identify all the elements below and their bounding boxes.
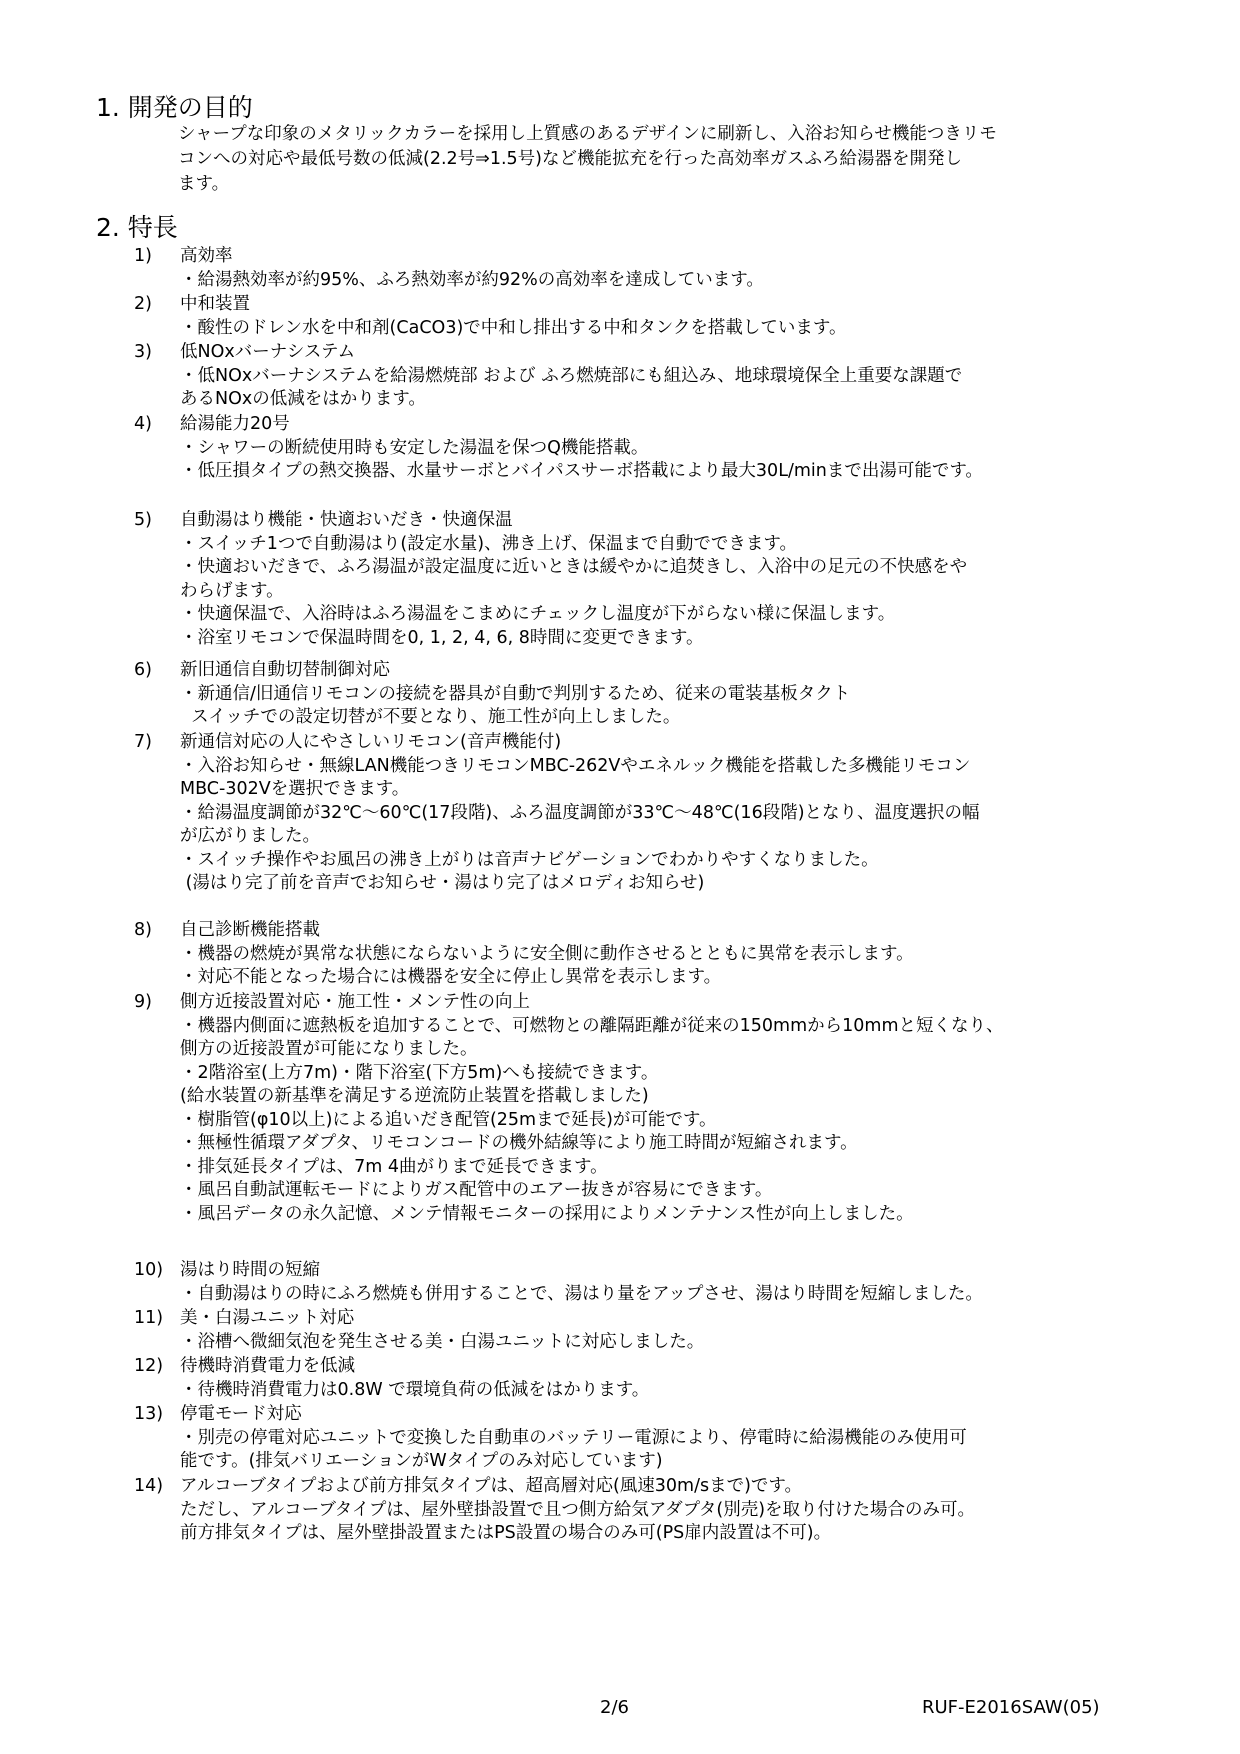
- feature-item-body: [134, 1427, 1174, 1474]
- feature-item-title: 給湯能力20号: [180, 414, 290, 434]
- feature-item: [134, 919, 1174, 990]
- feature-item-number: 5): [134, 510, 152, 530]
- feature-item-line: ・樹脂管(φ10以上)による追いだき配管(25mまで延長)が可能です。: [180, 1109, 717, 1130]
- feature-item-line: ・機器内側面に遮熱板を追加することで、可燃物との離隔距離が従来の150mmから10mmと短くなり、: [180, 1015, 1004, 1036]
- feature-item-line: ・低NOxバーナシステムを給湯燃焼部 および ふろ燃焼部にも組込み、地球環境保全上重要な課題で: [180, 365, 963, 386]
- feature-item-line: ・無極性循環アダプタ、リモコンコードの機外結線等により施工時間が短縮されます。: [180, 1133, 858, 1153]
- feature-item: [134, 245, 1174, 292]
- feature-item-title: 新旧通信自動切替制御対応: [180, 660, 390, 680]
- feature-item-line: ・対応不能となった場合には機器を安全に停止し異常を表示します。: [180, 967, 722, 987]
- purpose-paragraph: [178, 122, 1164, 197]
- feature-item-line: ・新通信/旧通信リモコンの接続を器具が自動で判別するため、従来の電装基板タクト: [180, 683, 851, 704]
- feature-item-title: 停電モード対応: [180, 1404, 302, 1424]
- feature-item-body: [134, 533, 1174, 651]
- feature-item-number: 13): [134, 1404, 164, 1424]
- feature-item-line: ・浴槽へ微細気泡を発生させる美・白湯ユニットに対応しました。: [180, 1331, 705, 1352]
- feature-item-number: 7): [134, 732, 152, 752]
- feature-item-line: ・入浴お知らせ・無線LAN機能つきリモコンMBC-262Vやエネルック機能を搭載した多機能リモコン: [180, 755, 971, 776]
- feature-item-line: 能です。(排気バリエーションがWタイプのみ対応しています): [180, 1451, 663, 1471]
- feature-item-body: [134, 1283, 1174, 1307]
- feature-item: [134, 413, 1174, 484]
- feature-item-line: ただし、アルコーブタイプは、屋外壁掛設置で且つ側方給気アダプタ(別売)を取り付けた場合のみ可。: [180, 1499, 976, 1520]
- feature-item-number: 11): [134, 1308, 164, 1328]
- feature-item-body: [134, 317, 1174, 341]
- feature-item-line: あるNOxの低減をはかります。: [180, 389, 426, 409]
- feature-item-line: が広がりました。: [180, 826, 320, 846]
- feature-item-header: [134, 1475, 1174, 1499]
- feature-item: [134, 1259, 1174, 1306]
- section-heading-purpose: 1. 開発の目的: [96, 93, 253, 122]
- feature-item-line: ・酸性のドレン水を中和剤(CaCO3)で中和し排出する中和タンクを搭載しています。: [180, 317, 847, 338]
- feature-item-body: [134, 1379, 1174, 1403]
- feature-item: [134, 293, 1174, 340]
- feature-item-number: 12): [134, 1356, 164, 1376]
- feature-item-line: (湯はり完了前を音声でお知らせ・湯はり完了はメロディお知らせ): [180, 873, 705, 893]
- feature-item-line: ・スイッチ1つで自動湯はり(設定水量)、沸き上げ、保温まで自動でできます。: [180, 533, 797, 554]
- feature-item-header: [134, 509, 1174, 533]
- feature-item-line: ・快適おいだきで、ふろ湯温が設定温度に近いときは緩やかに追焚きし、入浴中の足元の不快感をや: [180, 557, 968, 577]
- feature-item-title: 高効率: [180, 246, 233, 266]
- feature-item-body: [134, 437, 1174, 484]
- feature-item-line: ・給湯熱効率が約95%、ふろ熱効率が約92%の高効率を達成しています。: [180, 269, 764, 290]
- feature-item: [134, 991, 1174, 1226]
- feature-item-line: 前方排気タイプは、屋外壁掛設置またはPS設置の場合のみ可(PS扉内設置は不可)。: [180, 1523, 832, 1543]
- feature-item-header: [134, 731, 1174, 755]
- document-code: RUF-E2016SAW(05): [922, 1697, 1100, 1718]
- feature-item: [134, 1403, 1174, 1474]
- feature-item-header: [134, 1355, 1174, 1379]
- feature-item-line: わらげます。: [180, 580, 284, 601]
- feature-item: [134, 1307, 1174, 1354]
- feature-item-line: ・スイッチ操作やお風呂の沸き上がりは音声ナビゲーションでわかりやすくなりました。: [180, 849, 879, 870]
- feature-item-body: [134, 1499, 1174, 1546]
- feature-item-body: [134, 365, 1174, 412]
- feature-item-number: 6): [134, 660, 152, 680]
- feature-item: [134, 1475, 1174, 1546]
- feature-item: [134, 341, 1174, 412]
- feature-item-body: [134, 1015, 1174, 1227]
- purpose-line: ます。: [178, 174, 230, 194]
- feature-item-header: [134, 293, 1174, 317]
- feature-item-body: [134, 683, 1174, 730]
- feature-item-title: 自動湯はり機能・快適おいだき・快適保温: [180, 510, 513, 530]
- section-heading-features: 2. 特長: [96, 213, 178, 242]
- feature-item-header: [134, 341, 1174, 365]
- feature-item: [134, 659, 1174, 730]
- feature-item-header: [134, 1403, 1174, 1427]
- feature-item-line: ・別売の停電対応ユニットで変換した自動車のバッテリー電源により、停電時に給湯機能のみ使用可: [180, 1427, 967, 1448]
- feature-item: [134, 1355, 1174, 1402]
- feature-item-line: ・2階浴室(上方7m)・階下浴室(下方5m)へも接続できます。: [180, 1062, 659, 1083]
- feature-item-title: 待機時消費電力を低減: [180, 1356, 355, 1376]
- feature-item-line: ・低圧損タイプの熱交換器、水量サーボとバイパスサーボ搭載により最大30L/minまで出湯可能です。: [180, 461, 983, 481]
- feature-item-title: 自己診断機能搭載: [180, 920, 320, 940]
- feature-item-header: [134, 1259, 1174, 1283]
- feature-item-number: 10): [134, 1260, 164, 1280]
- feature-item-header: [134, 1307, 1174, 1331]
- feature-item-number: 1): [134, 246, 152, 266]
- feature-item-title: 新通信対応の人にやさしいリモコン(音声機能付): [180, 732, 562, 752]
- page-number: 2/6: [600, 1697, 629, 1718]
- feature-item-title: 中和装置: [180, 294, 250, 314]
- feature-item-header: [134, 659, 1174, 683]
- feature-item-line: ・浴室リモコンで保温時間を0, 1, 2, 4, 6, 8時間に変更できます。: [180, 627, 704, 648]
- feature-item-number: 3): [134, 342, 152, 362]
- feature-item-line: (給水装置の新基準を満足する逆流防止装置を搭載しました): [180, 1086, 649, 1106]
- feature-item-number: 4): [134, 414, 152, 434]
- feature-item-title: 湯はり時間の短縮: [180, 1260, 320, 1280]
- feature-item-title: アルコーブタイプおよび前方排気タイプは、超高層対応(風速30m/sまで)です。: [180, 1476, 803, 1496]
- feature-item-line: ・排気延長タイプは、7m 4曲がりまで延長できます。: [180, 1156, 608, 1177]
- feature-item-line: ・待機時消費電力は0.8W で環境負荷の低減をはかります。: [180, 1379, 650, 1400]
- feature-item: [134, 731, 1174, 896]
- feature-item-header: [134, 245, 1174, 269]
- feature-item-line: スイッチでの設定切替が不要となり、施工性が向上しました。: [180, 707, 681, 727]
- feature-item-body: [134, 943, 1174, 990]
- feature-item-body: [134, 755, 1174, 896]
- feature-item-line: 側方の近接設置が可能になりました。: [180, 1039, 478, 1059]
- feature-item-line: ・シャワーの断続使用時も安定した湯温を保つQ機能搭載。: [180, 437, 649, 458]
- feature-item-line: ・風呂データの永久記憶、メンテ情報モニターの採用によりメンテナンス性が向上しました。: [180, 1203, 914, 1224]
- purpose-line: シャープな印象のメタリックカラーを採用し上質感のあるデザインに刷新し、入浴お知らせ機能つきリモ: [178, 124, 997, 144]
- feature-item-line: ・自動湯はりの時にふろ燃焼も併用することで、湯はり量をアップさせ、湯はり時間を短縮しました。: [180, 1283, 983, 1304]
- feature-item-body: [134, 1331, 1174, 1355]
- feature-item-body: [134, 269, 1174, 293]
- feature-item-title: 低NOxバーナシステム: [180, 342, 356, 362]
- feature-item: [134, 509, 1174, 650]
- feature-item-header: [134, 413, 1174, 437]
- feature-item-number: 2): [134, 294, 152, 314]
- feature-item-line: ・快適保温で、入浴時はふろ湯温をこまめにチェックし温度が下がらない様に保温します。: [180, 604, 896, 624]
- feature-item-line: ・給湯温度調節が32℃～60℃(17段階)、ふろ温度調節が33℃～48℃(16段階)となり、温度選択の幅: [180, 802, 980, 823]
- feature-item-title: 美・白湯ユニット対応: [180, 1308, 355, 1328]
- feature-item-title: 側方近接設置対応・施工性・メンテ性の向上: [180, 992, 530, 1012]
- purpose-line: コンへの対応や最低号数の低減(2.2号⇒1.5号)など機能拡充を行った高効率ガスふろ給湯器を開発し: [178, 149, 962, 169]
- feature-item-line: ・機器の燃焼が異常な状態にならないように安全側に動作させるとともに異常を表示します。: [180, 943, 914, 964]
- feature-item-header: [134, 919, 1174, 943]
- feature-item-number: 14): [134, 1476, 164, 1496]
- feature-item-line: MBC-302Vを選択できます。: [180, 779, 410, 799]
- feature-item-line: ・風呂自動試運転モードによりガス配管中のエアー抜きが容易にできます。: [180, 1180, 773, 1200]
- feature-item-number: 8): [134, 920, 152, 940]
- feature-item-number: 9): [134, 992, 152, 1012]
- feature-item-header: [134, 991, 1174, 1015]
